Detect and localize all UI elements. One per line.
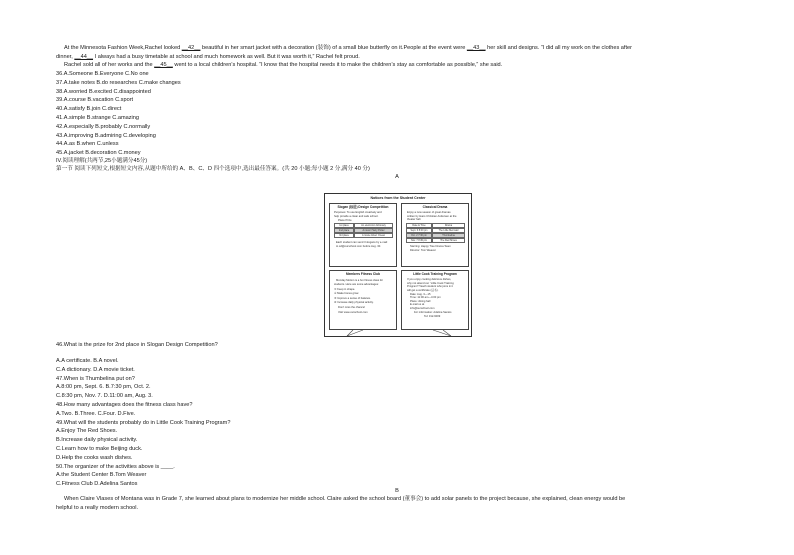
- drama-text: theater hall.: [407, 218, 422, 221]
- question-option: C.Learn how to make Beijing duck.: [56, 446, 143, 452]
- drama-cell: Sept. 6 8:00 pm: [406, 228, 432, 233]
- question-option: D.Help the cooks wash dishes.: [56, 454, 133, 461]
- fitness-text: ④ Increase daily physical activity.: [334, 301, 374, 304]
- drama-cell: Thumbelina: [432, 233, 465, 238]
- bubble-tail-icons: [325, 194, 473, 338]
- fitness-text: students. Here are some advantages:: [334, 283, 379, 286]
- cook-text: Place: dining hall: [410, 299, 431, 303]
- slogan-text: to sd@ourschool.com before Aug. 30.: [336, 244, 382, 248]
- passage-label-a: A: [395, 174, 399, 180]
- question-50: 50.The organizer of the activities above is ____.: [56, 463, 175, 470]
- slogan-cell: An electronic dictionary: [354, 223, 393, 228]
- question-49: 49.What will the students probably do in Little Cook Training Program?: [56, 419, 231, 426]
- drama-heading: Classical Drama: [422, 205, 448, 209]
- fitness-text: Monday Motion is a fun fitness class for: [336, 279, 384, 282]
- question-option: A.the Student Center B.Tom Weaver: [56, 472, 147, 479]
- option-line: 45.A.jacket B.decoration C.money: [56, 150, 141, 157]
- cook-text: For information: Adelina Santos: [414, 311, 452, 314]
- question-46: 46.What is the prize for 2nd place in Slogan Design Competition?: [56, 342, 218, 348]
- cook-text: E-mail us at: [410, 303, 425, 306]
- slogan-cell: 3rd place: [334, 233, 354, 238]
- fitness-text: Don't miss the chance!: [338, 306, 366, 309]
- cook-text: If you enjoy cooking delicious dishes,: [407, 278, 452, 281]
- question-47: 47.When is Thumbelina put on?: [56, 375, 135, 382]
- option-line: 44.A.as B.when C.unless: [56, 141, 119, 148]
- drama-cell: The Red Shoes: [432, 238, 465, 243]
- passage-line-1: At the Minnesota Fashion Week,Rachel looked __42__ beautiful in her smart jacket with a decoration (装饰) of a small blue butterfly on it.People at the event were __43__ her skill and designs. “I did all my work on the clothes after: [64, 45, 632, 51]
- drama-cell: The Little Mermaid: [432, 228, 465, 233]
- fitness-text: ③ Improve a sense of balance.: [334, 296, 371, 300]
- drama-text: Director: Tom Weaver: [410, 248, 436, 252]
- blank-42: __42__: [181, 45, 201, 51]
- passage-line-2: dinner, __44__ I always had a busy timetable at school and much homework as well. But it was worth it,” Rachel felt proud.: [56, 53, 360, 60]
- slogan-text: Purposes: To use English creatively and: [334, 211, 382, 214]
- cook-text: Time: 11:00 am—4:00 pm: [410, 296, 441, 299]
- section-instruction: 第一节 阅读下列短文,根据短文内容,从题中所给的 A、B、C、D 四个选项中,选出最佳答案。(共 20 小题;每小题 2 分,满分 40 分): [56, 166, 370, 172]
- fitness-text: ① Keep in shape.: [334, 287, 356, 291]
- question-option: C.A dictionary. D.A movie ticket.: [56, 366, 135, 373]
- passage-label-b: B: [395, 488, 399, 494]
- slogan-heading: Slogan (标语) Design Competition: [337, 205, 389, 209]
- slogan-cell: A movie ticket: Ocean: [354, 233, 393, 238]
- fitness-heading: Members Fitness Club: [345, 272, 380, 276]
- slogan-text: Each student can send 3 slogans by e-mail: [336, 241, 388, 244]
- question-option: A.8:00 pm, Sept. 6. B.7:30 pm, Oct. 2.: [56, 384, 151, 391]
- option-line: 39.A.course B.vacation C.sport: [56, 97, 134, 104]
- cook-text: Tel: 312-9009: [424, 314, 441, 318]
- option-line: 37.A.take notes B.do researches C.make changes: [56, 79, 181, 86]
- cook-text: Program”? Each student who joins in it: [407, 285, 454, 288]
- cook-text: why not attend our “Little Cook Training: [407, 281, 454, 285]
- blank-43: __43__: [466, 45, 486, 51]
- cook-heading: Little Cook Training Program: [413, 272, 457, 276]
- cook-text: Date: Aug. 3—15: [410, 292, 431, 296]
- blank-44: __44__: [74, 53, 94, 60]
- passage-b-line-1: When Claire Vlases of Montana was in Grade 7, she learned about plans to modernize her middle school. Claire asked the school board (董事会) to add solar panels to the project because, she explained, clean energy would be: [64, 496, 626, 502]
- passage-line-3: Rachel sold all of her works and the __45__ went to a local children’s hospital. “I know that the hospital needs it to make the children’s stay as comfortable as possible,” she said.: [64, 62, 503, 68]
- slogan-cell: 2nd place: [334, 228, 354, 233]
- drama-text: Starring: Happy Tree Drama Team: [410, 245, 451, 248]
- option-line: 41.A.simple B.strange C.amazing: [56, 115, 140, 121]
- drama-cell: Drama: [432, 223, 465, 228]
- fitness-text: Visit www.ourschool.com: [338, 311, 368, 314]
- question-option: A.Enjoy The Red Shoes.: [56, 428, 118, 435]
- slogan-cell: A novel: Harry Potter: [354, 228, 393, 233]
- question-option: C.Fitness Club D.Adelina Santos: [56, 481, 138, 488]
- question-option: A.Two. B.Three. C.Four. D.Five.: [56, 410, 136, 417]
- option-line: 40.A.satisfy B.join C.direct: [56, 106, 122, 113]
- question-option: A.A certificate. B.A novel.: [56, 358, 119, 364]
- option-line: 38.A.worried B.excited C.disappointed: [56, 88, 151, 95]
- drama-cell: Oct. 2 7:30 pm: [406, 233, 432, 238]
- question-option: B.Increase daily physical activity.: [56, 437, 138, 444]
- option-line: 42.A.especially B.probably C.normally: [56, 123, 151, 130]
- notice-title: Notices from the Student Center: [370, 196, 426, 200]
- drama-cell: Nov. 7 8:30 pm: [406, 238, 432, 243]
- blank-45: __45__: [154, 62, 173, 68]
- notice-board-figure: [324, 193, 472, 337]
- slogan-text: help provide a clean and safe school.: [334, 214, 379, 218]
- drama-cell: Date & Time: [406, 223, 432, 228]
- cook-text: will get a certificate (证书).: [407, 288, 439, 292]
- drama-text: Enjoy a new season of great dramas: [407, 211, 451, 214]
- slogan-text: Place Prize: [338, 218, 352, 222]
- option-line: 43.A.improving B.admiring C.developing: [56, 132, 156, 139]
- section-heading: IV.阅读理解(共两节,25小题满分45分): [56, 158, 148, 164]
- fitness-text: ② Make bones grow.: [334, 292, 359, 295]
- question-option: C.8:30 pm, Nov. 7. D.11:00 am, Aug. 3.: [56, 393, 153, 400]
- slogan-cell: 1st place: [334, 223, 354, 228]
- passage-b-line-2: helpful to a really modern school.: [56, 504, 139, 511]
- question-48: 48.How many advantages does the fitness class have?: [56, 402, 193, 408]
- option-line: 36.A.Someone B.Everyone C.No one: [56, 71, 149, 77]
- cook-text: info@ourschool.com: [410, 306, 435, 310]
- drama-text: written by Hans Christian Andersen at the: [407, 214, 457, 218]
